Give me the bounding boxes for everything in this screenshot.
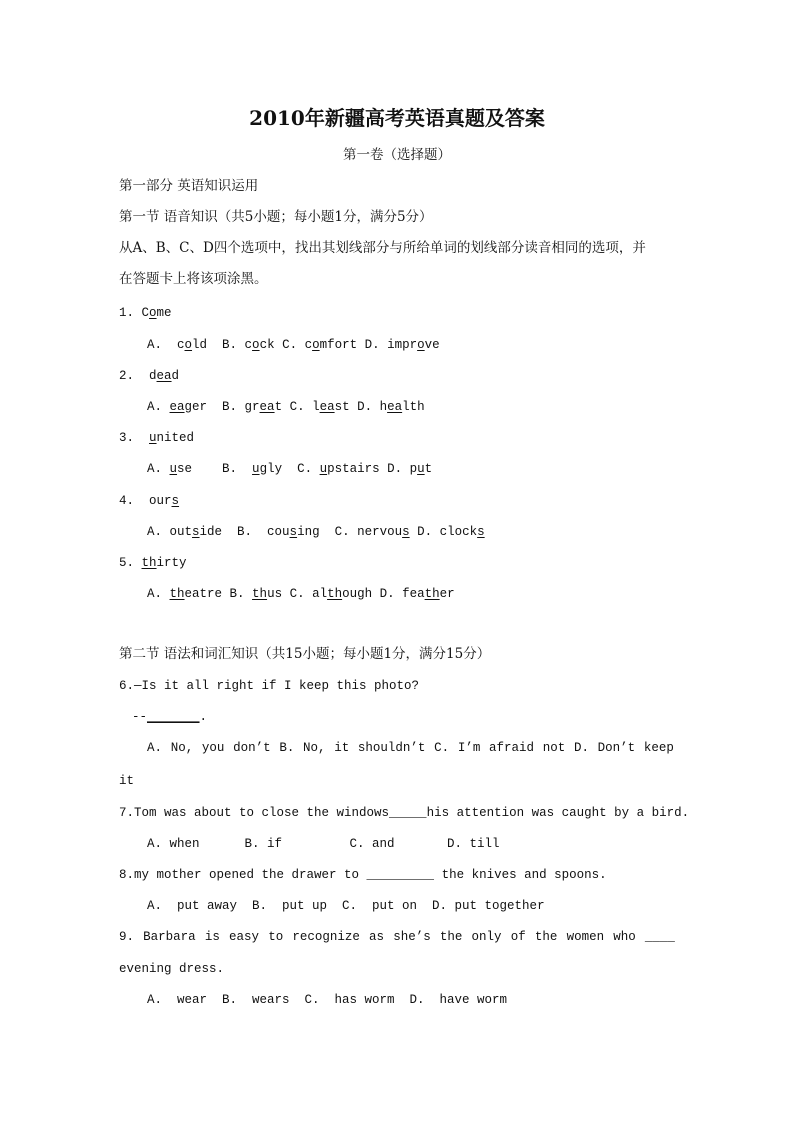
q1-stem: 1. Come [119,306,172,320]
q8-options: A. put away B. put up C. put on D. put together [147,899,545,913]
q6-stem: 6.—Is it all right if I keep this photo? [119,679,420,693]
q5-stem: 5. thirty [119,556,187,570]
q1-options: A. cold B. cock C. comfort D. improve [147,338,440,352]
q6-options-line2: it [119,774,135,788]
page-title: 2010年新疆高考英语真题及答案 [249,106,545,130]
q7-blank: _____ [389,806,427,820]
q5-options: A. theatre B. thus C. although D. feather [147,587,455,601]
q6-blank: _______ [147,710,200,724]
q8-stem: 8.my mother opened the drawer to _________ the knives and spoons. [119,868,607,882]
q2-options: A. eager B. great C. least D. health [147,400,425,414]
section1-instruction-line2: 在答题卡上将该项涂黑。 [119,271,268,287]
q9-blank: ____ [644,930,675,944]
q3-options: A. use B. ugly C. upstairs D. put [147,462,433,476]
q7-stem: 7.Tom was about to close the windows_____his attention was caught by a bird. [119,806,690,820]
part1-heading: 第一部分 英语知识运用 [119,178,259,194]
section1-heading: 第一节 语音知识（共5小题；每小题1分，满分5分） [119,209,433,225]
q2-stem: 2. dead [119,369,180,383]
q6-options-line1: A. No, you don’t B. No, it shouldn’t C. I’m afraid not D. Don’t keep [147,741,674,755]
q6-reply: --_______. [132,710,208,724]
section1-instruction-line1: 从A、B、C、D四个选项中，找出其划线部分与所给单词的划线部分读音相同的选项，并 [119,240,646,256]
q4-stem: 4. ours [119,494,180,508]
q9-stem-line1: 9. Barbara is easy to recognize as she’s the only of the women who ____ [119,930,675,944]
q4-options: A. outside B. cousing C. nervous D. clocks [147,525,485,539]
q9-options: A. wear B. wears C. has worm D. have worm [147,993,508,1007]
q3-stem: 3. united [119,431,195,445]
section2-heading: 第二节 语法和词汇知识（共15小题；每小题1分，满分15分） [119,646,491,662]
q8-blank: _________ [366,868,435,882]
q7-options: A. when B. if C. and D. till [147,837,500,851]
q9-stem-line2: evening dress. [119,962,225,976]
page-subtitle: 第一卷（选择题） [343,147,451,163]
